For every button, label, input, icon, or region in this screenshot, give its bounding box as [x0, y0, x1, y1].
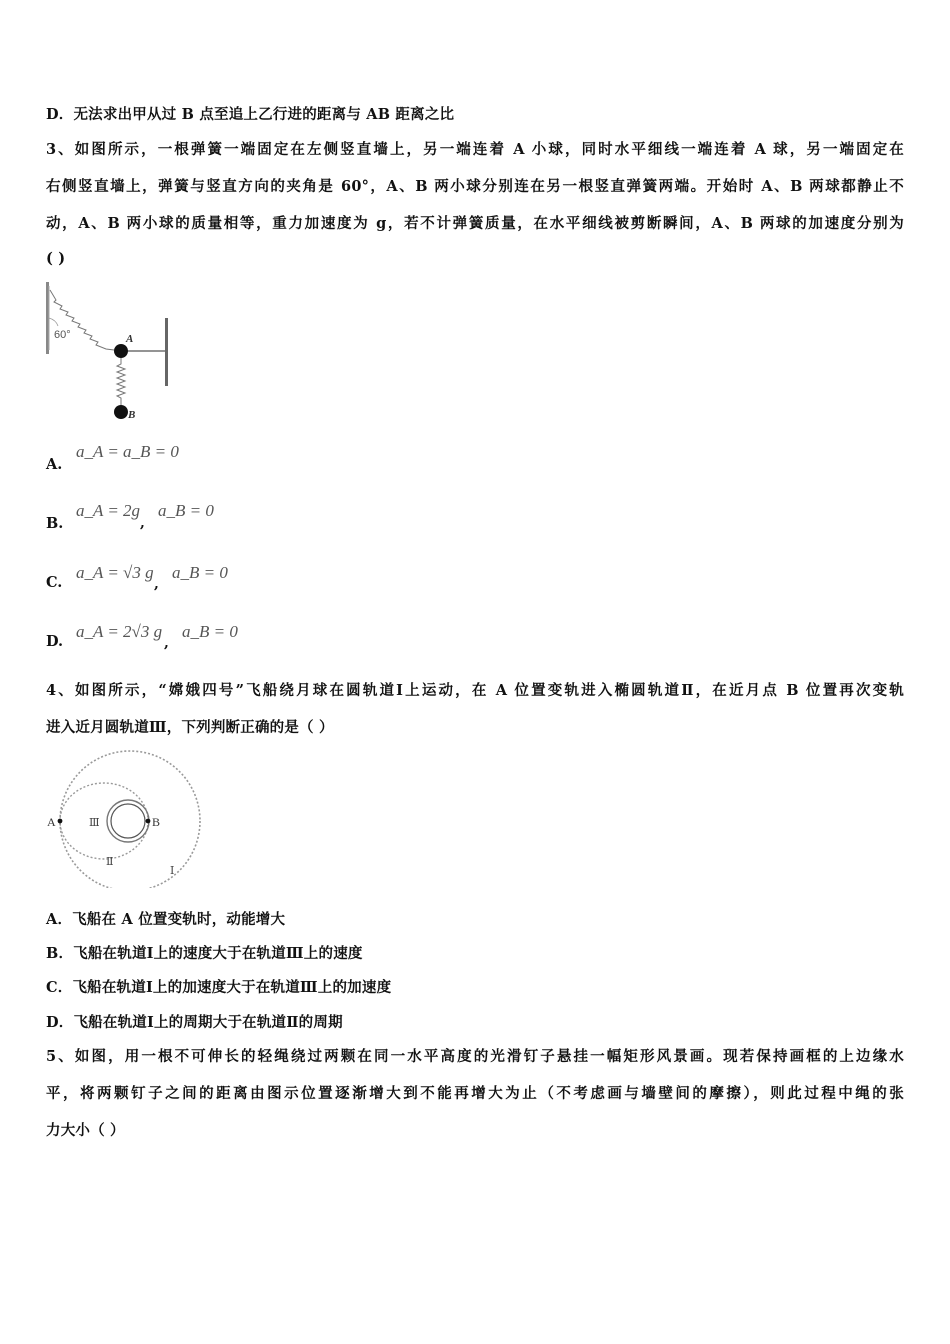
q4-orbit-figure — [44, 748, 204, 888]
prev-option-d: D．无法求出甲从过 B 点至追上乙行进的距离与 AB 距离之比 — [46, 106, 455, 123]
q3-option-b-comma: , — [140, 515, 145, 531]
q3-option-b-math-2: a_B = 0 — [158, 501, 214, 520]
q3-option-d-comma: , — [164, 635, 169, 651]
ball-b-label: B — [128, 409, 136, 420]
label-a: A — [47, 815, 56, 829]
q3-stem-line-3: 动，A、B 两小球的质量相等，重力加速度为 g，若不计弹簧质量，在水平细线被剪断瞬间，A、B 两球的加速度分别为 — [46, 215, 904, 232]
ball-b — [114, 405, 128, 419]
moon — [111, 804, 145, 838]
ball-a-label: A — [126, 333, 134, 345]
q3-option-a-key: A. — [46, 456, 63, 473]
label-b: B — [152, 815, 161, 829]
q4-stem-line-2: 进入近月圆轨道Ⅲ，下列判断正确的是（ ） — [46, 719, 334, 736]
q3-option-c-comma: , — [154, 576, 159, 592]
q3-spring-figure — [40, 280, 180, 420]
q3-option-d-math-1: a_A = 2√3 g — [76, 622, 163, 641]
q5-stem-line-3: 力大小（ ） — [46, 1122, 125, 1139]
q4-option-d: D．飞船在轨道Ⅰ上的周期大于在轨道Ⅱ的周期 — [46, 1014, 343, 1031]
label-ii: Ⅱ — [106, 855, 114, 868]
angle-label: 60° — [54, 329, 71, 341]
right-wall — [165, 318, 168, 386]
q3-option-c-math-2: a_B = 0 — [172, 563, 228, 582]
q3-option-d-key: D. — [46, 633, 64, 650]
q3-option-c-key: C. — [46, 574, 63, 591]
q5-stem-line-2: 平，将两颗钉子之间的距离由图示位置逐渐增大到不能再增大为止（不考虑画与墙壁间的摩擦），则此过程中绳的张 — [46, 1085, 904, 1102]
label-i: Ⅰ — [170, 864, 175, 877]
q3-stem-line-2: 右侧竖直墙上，弹簧与竖直方向的夹角是 60°，A、B 两小球分别连在另一根竖直弹簧两端。开始时 A、B 两球都静止不 — [46, 178, 904, 195]
q3-option-d-math-2: a_B = 0 — [182, 622, 238, 641]
q3-stem-line-1: 3、如图所示，一根弹簧一端固定在左侧竖直墙上，另一端连着 A 小球，同时水平细线一端连着 A 球，另一端固定在 — [46, 141, 904, 158]
angled-spring — [50, 290, 114, 350]
q3-option-c-math-1: a_A = √3 g — [76, 563, 154, 582]
q4-stem-line-1: 4、如图所示，“嫦娥四号”飞船绕月球在圆轨道Ⅰ上运动，在 A 位置变轨进入椭圆轨道Ⅱ，在近月点 B 位置再次变轨 — [46, 682, 904, 699]
point-b — [146, 819, 151, 824]
q3-option-b-math-1: a_A = 2g — [76, 501, 141, 520]
q5-stem-line-1: 5、如图，用一根不可伸长的轻绳绕过两颗在同一水平高度的光滑钉子悬挂一幅矩形风景画。现若保持画框的上边缘水 — [46, 1048, 904, 1065]
vertical-spring — [117, 358, 125, 406]
q4-option-b: B．飞船在轨道Ⅰ上的速度大于在轨道Ⅲ上的速度 — [46, 945, 363, 962]
point-a — [58, 819, 63, 824]
q4-option-c: C．飞船在轨道Ⅰ上的加速度大于在轨道Ⅲ上的加速度 — [46, 979, 392, 996]
q3-option-b-key: B. — [46, 515, 64, 532]
q4-option-a: A．飞船在 A 位置变轨时，动能增大 — [46, 911, 286, 928]
q3-stem-line-4: ( ) — [46, 250, 66, 267]
ball-a — [114, 344, 128, 358]
label-iii: Ⅲ — [89, 816, 100, 829]
q3-option-a-math: a_A = a_B = 0 — [76, 442, 179, 461]
